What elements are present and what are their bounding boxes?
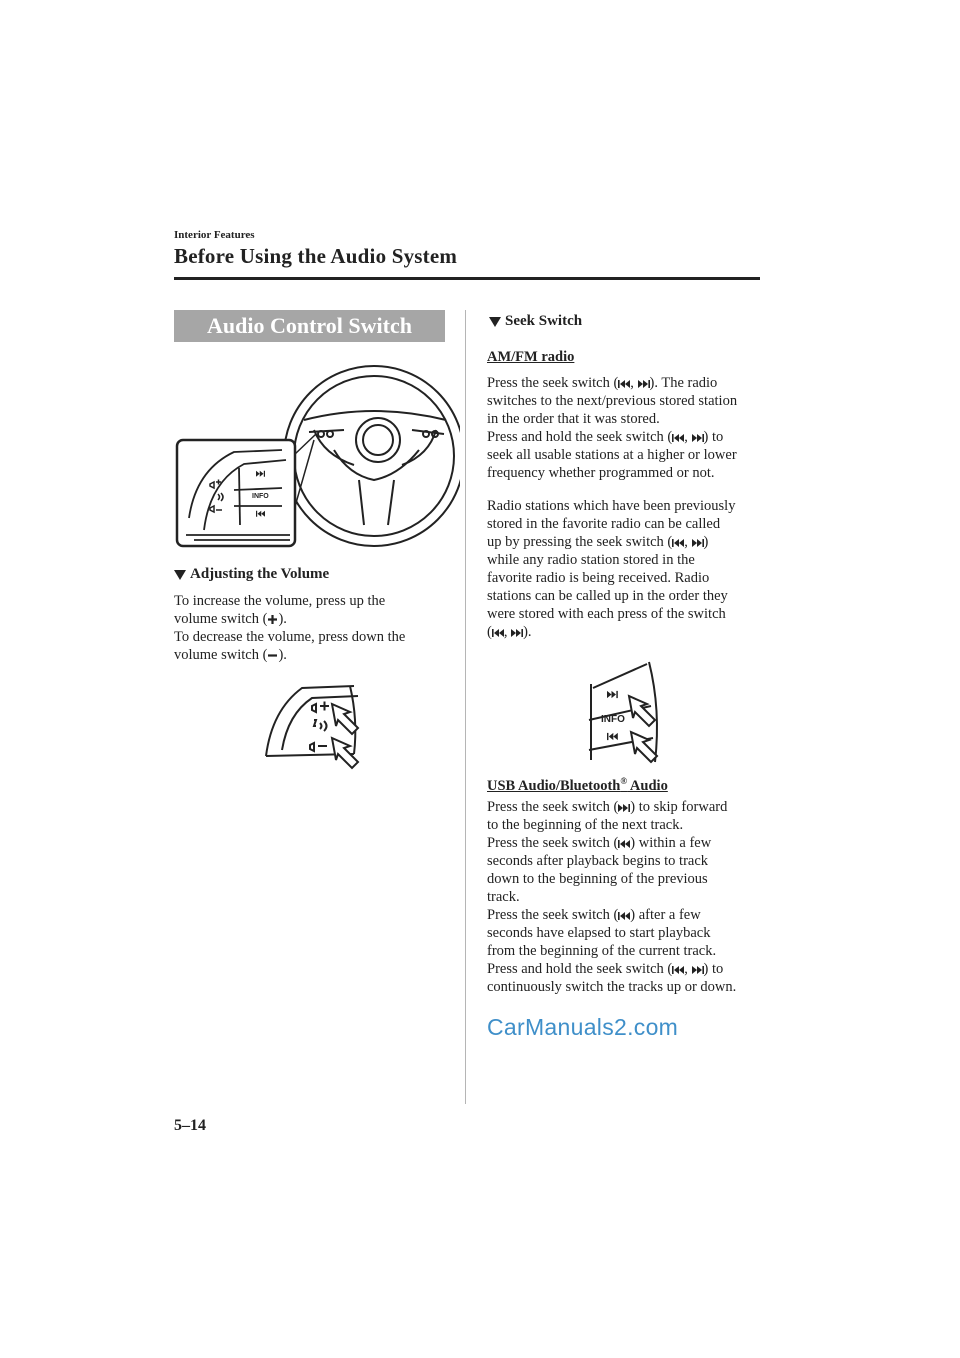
volume-instructions	[174, 592, 454, 664]
text-fragment: USB Audio/Bluetooth	[487, 777, 621, 794]
adjusting-volume-heading	[174, 566, 329, 583]
seek-forward-icon	[692, 538, 704, 548]
favorite-line: Radio stations which have been previously	[487, 498, 736, 514]
text-fragment: ).	[278, 611, 287, 627]
text-fragment: up by pressing the seek switch (	[487, 534, 673, 550]
seek-switch-heading-text: Seek Switch	[505, 313, 583, 329]
seek-forward-icon	[618, 803, 630, 813]
text-fragment: Press the seek switch (	[487, 375, 619, 391]
usb-line: continuously switch the tracks up or down.	[487, 979, 737, 995]
plus-icon	[267, 614, 278, 625]
usb-line	[487, 834, 767, 852]
minus-icon	[267, 650, 278, 661]
amfm-line: Press the seek switch ( , ). The radio	[487, 375, 718, 391]
seek-forward-icon	[692, 965, 704, 975]
triangle-bullet-icon	[174, 570, 186, 580]
amfm-line: in the order that it was stored.	[487, 411, 660, 427]
seek-switch-heading	[489, 313, 582, 330]
text-fragment: Press the seek switch (	[487, 835, 619, 851]
registered-mark: ®	[620, 776, 628, 786]
usb-line: Press and hold the seek switch ( , ) to	[487, 961, 724, 977]
amfm-line: Press and hold the seek switch ( , ) to	[487, 429, 724, 445]
text-fragment: ) to skip forward	[630, 799, 728, 815]
seek-back-icon	[672, 965, 684, 975]
text-fragment: Press the seek switch (	[487, 907, 619, 923]
text-fragment: ) after a few	[630, 907, 701, 923]
usb-line: down to the beginning of the previous	[487, 871, 708, 887]
adjusting-volume-heading-text: Adjusting the Volume	[190, 566, 330, 582]
page-number: 5–14	[174, 1117, 206, 1134]
info-label-small: INFO	[252, 493, 269, 500]
seek-back-icon	[618, 839, 630, 849]
usb-line: to the beginning of the next track.	[487, 817, 684, 833]
amfm-instructions	[487, 374, 767, 482]
seek-back-icon	[672, 433, 684, 443]
seek-back-icon	[618, 379, 630, 389]
page-title: Before Using the Audio System	[174, 244, 458, 268]
seek-forward-icon	[692, 433, 704, 443]
volume-switch-illustration	[262, 680, 372, 780]
favorite-line: stored in the favorite radio can be called	[487, 516, 721, 532]
favorite-line: up by pressing the seek switch ( , )	[487, 534, 709, 550]
usb-bluetooth-instructions	[487, 798, 767, 996]
column-divider	[465, 310, 466, 1104]
steering-wheel-illustration	[174, 360, 460, 550]
text-fragment: Audio	[627, 777, 668, 794]
text-fragment: ) to	[703, 429, 724, 445]
text-fragment: ) within a few	[630, 835, 712, 851]
seek-forward-icon	[511, 628, 523, 638]
volume-text-line	[174, 646, 454, 664]
text-fragment: Press and hold the seek switch (	[487, 961, 673, 977]
usb-line: seconds have elapsed to start playback	[487, 925, 711, 941]
usb-line: seconds after playback begins to track	[487, 853, 709, 869]
title-rule	[174, 277, 760, 280]
volume-text-line: To decrease the volume, press down the	[174, 629, 406, 645]
text-fragment: Press the seek switch (	[487, 799, 619, 815]
favorite-line: were stored with each press of the switch	[487, 606, 726, 622]
amfm-line: switches to the next/previous stored station	[487, 393, 738, 409]
text-fragment: (	[487, 624, 492, 640]
usb-line	[487, 906, 767, 924]
watermark-link[interactable]: CarManuals2.com	[487, 1014, 679, 1040]
favorite-line: ( , ).	[487, 624, 532, 640]
text-fragment: ) to	[703, 961, 724, 977]
favorite-radio-instructions	[487, 497, 767, 641]
volume-text-line: To increase the volume, press up the	[174, 593, 386, 609]
text-fragment: volume switch (	[174, 611, 268, 627]
triangle-bullet-icon	[489, 317, 501, 327]
seek-back-icon	[672, 538, 684, 548]
seek-back-icon	[492, 628, 504, 638]
text-fragment: Press and hold the seek switch (	[487, 429, 673, 445]
seek-back-icon	[618, 911, 630, 921]
usb-line: track.	[487, 889, 520, 905]
section-label: Interior Features	[174, 229, 255, 241]
usb-line	[487, 798, 767, 816]
volume-text-line	[174, 610, 454, 628]
audio-control-switch-banner: Audio Control Switch	[174, 310, 445, 342]
usb-line: from the beginning of the current track.	[487, 943, 717, 959]
amfm-radio-subheading: AM/FM radio	[487, 349, 575, 365]
seek-forward-icon	[638, 379, 650, 389]
text-fragment: ). The radio	[649, 375, 718, 391]
amfm-line: frequency whether programmed or not.	[487, 465, 715, 481]
text-fragment: ).	[278, 647, 287, 663]
info-button-label: INFO	[601, 714, 625, 725]
seek-switch-illustration	[585, 660, 670, 765]
text-fragment: )	[703, 534, 709, 550]
favorite-line: favorite radio is being received. Radio	[487, 570, 710, 586]
usb-bluetooth-subheading	[487, 776, 668, 795]
text-fragment: ).	[523, 624, 532, 640]
favorite-line: stations can be called up in the order they	[487, 588, 728, 604]
amfm-line: seek all usable stations at a higher or lower	[487, 447, 737, 463]
text-fragment: volume switch (	[174, 647, 268, 663]
favorite-line: while any radio station stored in the	[487, 552, 695, 568]
